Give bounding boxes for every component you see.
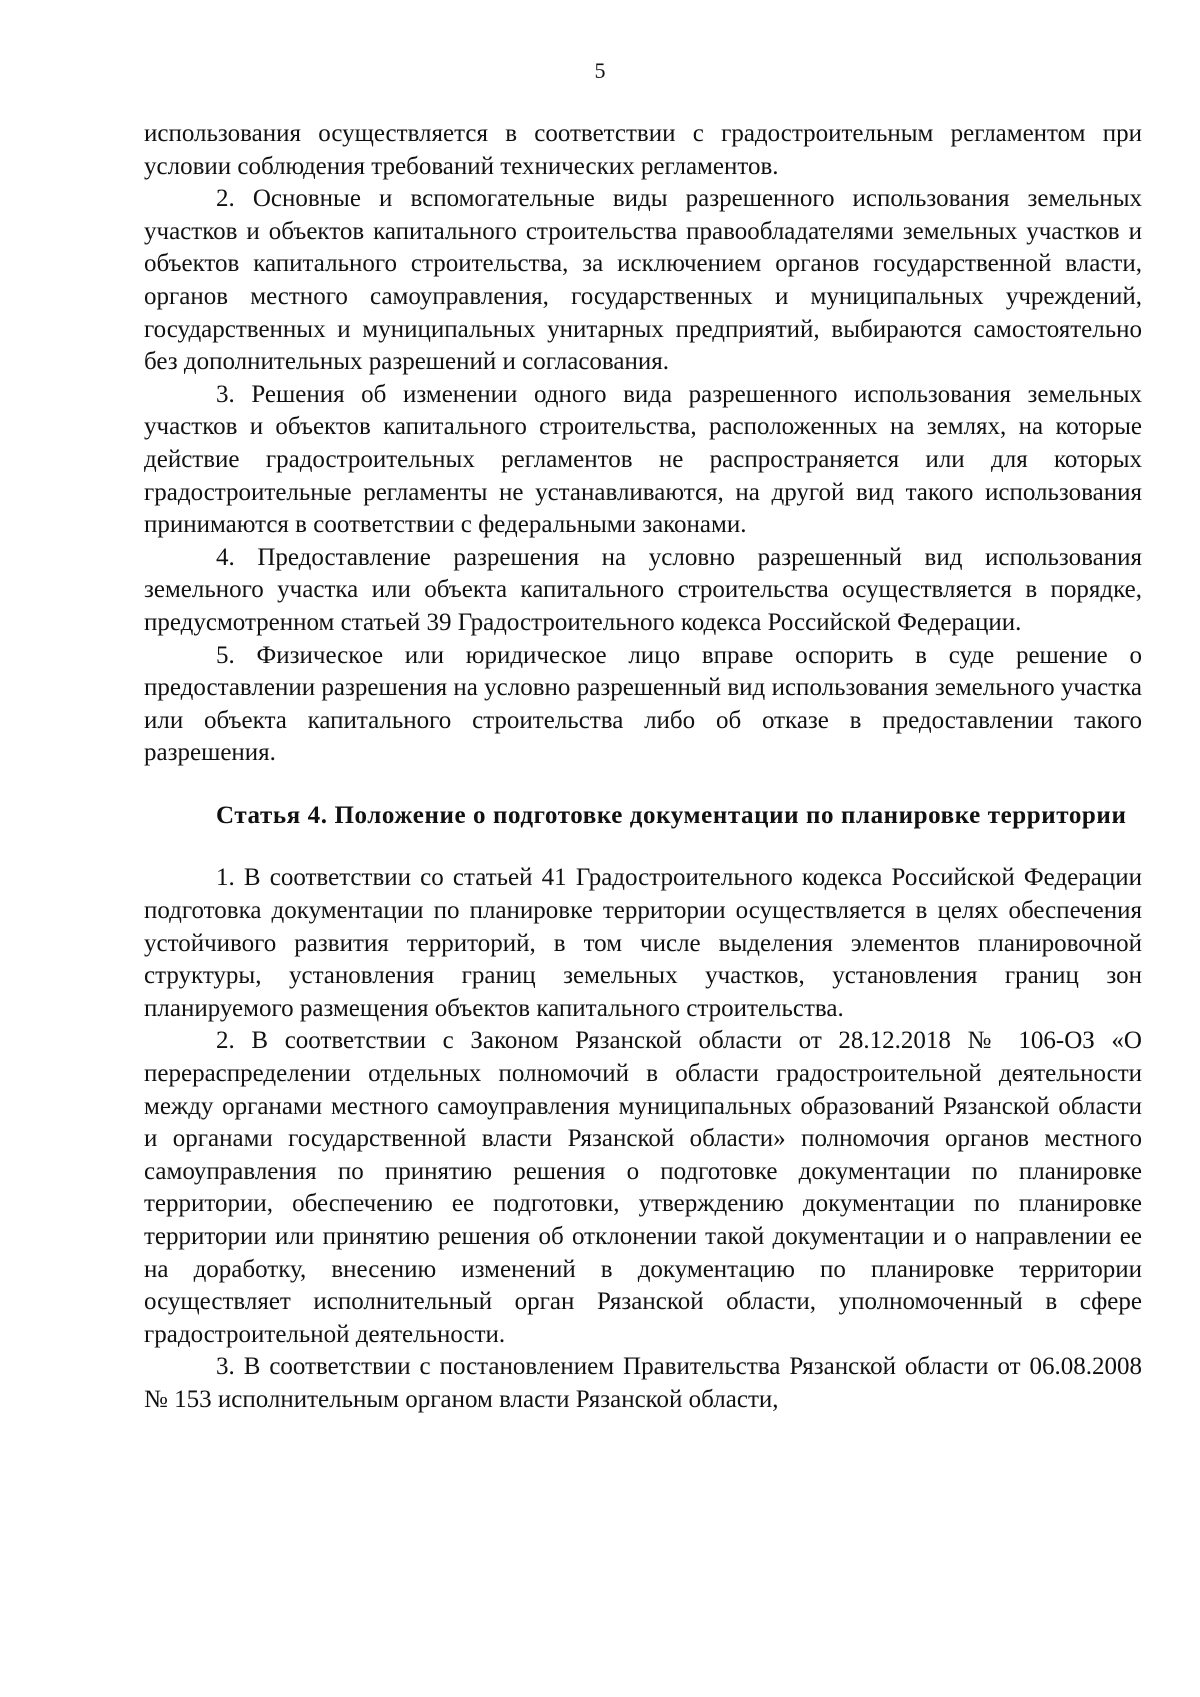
- paragraph-item-2: 2. Основные и вспомогательные виды разрешенного использования земельных участков и объектов капитального строительства правообладателями земельных участков и объектов капитального строительства, за исключением органов государственной власти, органов местного самоуправления, государственных и муниципальных учреждений, государственных и муниципальных унитарных предприятий, выбираются самостоятельно без дополнительных разрешений и согласования.: [144, 185, 1142, 376]
- paragraph-item-3: 3. Решения об изменении одного вида разрешенного использования земельных участков и объектов капитального строительства, расположенных на землях, на которые действие градостроительных регламентов не распространяется или для которых градостроительные регламенты не устанавливаются, на другой вид такого использования принимаются в соответствии с федеральными законами.: [144, 380, 1142, 539]
- article-4-paragraph-1: 1. В соответствии со статьей 41 Градостроительного кодекса Российской Федерации подготовка документации по планировке территории осуществляется в целях обеспечения устойчивого развития территорий, в том числе выделения элементов планировочной структуры, установления границ земельных участков, установления границ зон планируемого размещения объектов капитального строительства.: [144, 864, 1142, 1022]
- article-4-heading: Статья 4. Положение о подготовке документации по планировке территории: [216, 801, 1127, 829]
- article-4-paragraph-3: 3. В соответствии с постановлением Правительства Рязанской области от 06.08.2008 № 153 исполнительным органом власти Рязанской области,: [144, 1353, 1142, 1413]
- article-4-paragraph-2: 2. В соответствии с Законом Рязанской области от 28.12.2018 № 106-ОЗ «О перераспределении отдельных полномочий в области градостроительной деятельности между органами местного самоуправления муниципальных образований Рязанской области и органами государственной власти Рязанской области» полномочия органов местного самоуправления по принятию решения о подготовке документации по планировке территории, обеспечению ее подготовки, утверждению документации по планировке территории или принятию решения об отклонении такой документации и о направлении ее на доработку, внесению изменений в документацию по планировке территории осуществляет исполнительный орган Рязанской области, уполномоченный в сфере градостроительной деятельности.: [144, 1027, 1142, 1348]
- document-body: [144, 118, 1142, 1417]
- paragraph-item-5: 5. Физическое или юридическое лицо вправе оспорить в суде решение о предоставлении разрешения на условно разрешенный вид использования земельного участка или объекта капитального строительства либо об отказе в предоставлении такого разрешения.: [144, 641, 1142, 767]
- paragraph-continuation: использования осуществляется в соответствии с градостроительным регламентом при условии соблюдения требований технических регламентов.: [144, 120, 1142, 180]
- paragraph-item-4: 4. Предоставление разрешения на условно разрешенный вид использования земельного участка или объекта капитального строительства осуществляется в порядке, предусмотренном статьей 39 Градостроительного кодекса Российской Федерации.: [144, 543, 1142, 636]
- page-number: 5: [594, 58, 606, 83]
